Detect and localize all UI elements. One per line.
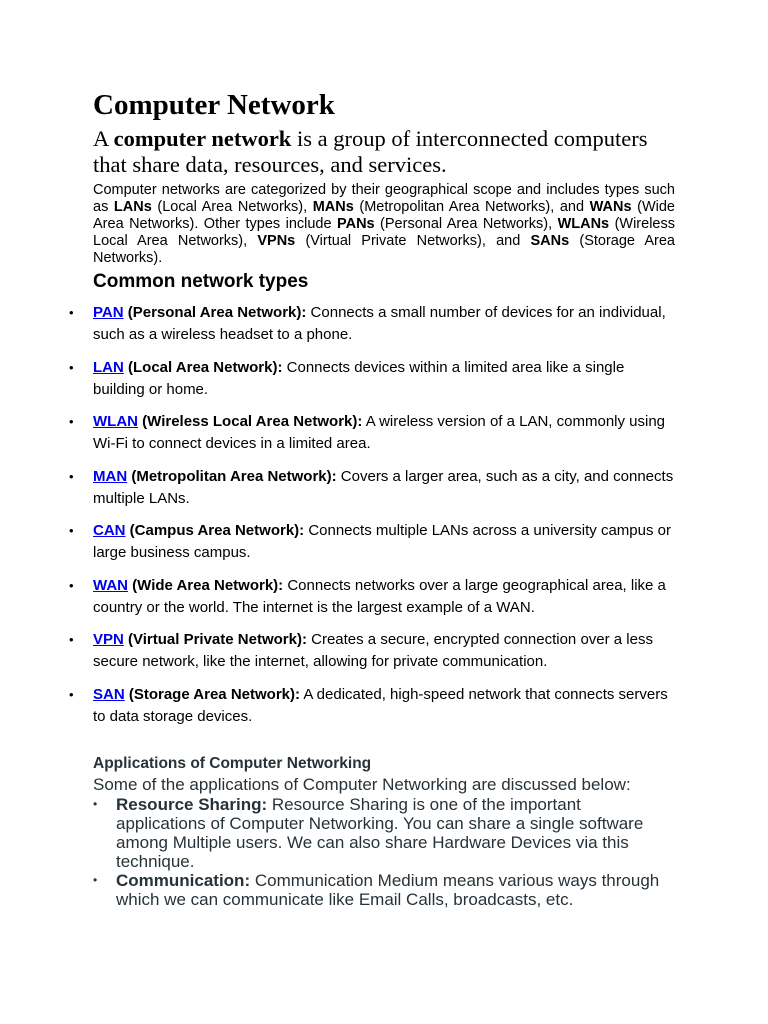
type-full-name: (Campus Area Network):	[125, 522, 305, 539]
bullet-icon: •	[69, 359, 74, 375]
list-item	[69, 575, 675, 619]
intro-text: (Wide Area Networks). Other types include	[93, 199, 675, 232]
list-item	[69, 520, 675, 564]
type-full-name: (Metropolitan Area Network):	[127, 467, 337, 485]
list-item	[93, 794, 675, 871]
intro-text: (Wireless Local Area Networks),	[93, 216, 675, 249]
application-label: Communication:	[116, 870, 251, 890]
bullet-icon: •	[69, 414, 74, 429]
intro-text: (Local Area Networks),	[151, 199, 313, 215]
list-item	[69, 302, 675, 346]
applications-heading: Applications of Computer Networking	[93, 754, 372, 772]
type-description: Creates a secure, encrypted connection over a less secure network, like the internet, allowing for private communication.	[93, 631, 653, 670]
lead-bold: computer network	[113, 126, 292, 151]
bullet-icon: •	[69, 632, 74, 647]
intro-term: PANs	[337, 216, 375, 232]
type-description: A wireless version of a LAN, commonly using Wi-Fi to connect devices in a limited area.	[93, 413, 666, 452]
list-item	[69, 357, 675, 401]
applications-list	[93, 795, 675, 909]
type-full-name: (Personal Area Network):	[123, 304, 307, 321]
applications-section	[93, 754, 675, 909]
bullet-icon: •	[93, 872, 98, 887]
type-full-name: (Wireless Local Area Network):	[138, 413, 363, 430]
list-item	[69, 684, 675, 728]
list-item	[69, 466, 675, 510]
intro-text: (Metropolitan Area Networks), and	[353, 199, 590, 215]
link-lan[interactable]: LAN	[93, 358, 124, 376]
type-full-name: (Virtual Private Network):	[123, 631, 307, 648]
bullet-icon: •	[69, 305, 74, 320]
intro-term: VPNs	[257, 233, 296, 249]
bullet-icon: •	[69, 686, 74, 702]
bullet-icon: •	[69, 577, 74, 593]
link-vpn[interactable]: VPN	[93, 631, 124, 648]
lead-pre: A	[93, 126, 114, 151]
type-description: A dedicated, high-speed network that connects servers to data storage devices.	[93, 685, 668, 725]
intro-term: WANs	[589, 199, 632, 215]
intro-term: MANs	[312, 199, 354, 215]
applications-intro: Some of the applications of Computer Networking are discussed below:	[93, 774, 631, 794]
type-full-name: (Local Area Network):	[123, 358, 283, 376]
application-label: Resource Sharing:	[116, 794, 268, 814]
bullet-icon: •	[69, 468, 74, 484]
link-can[interactable]: CAN	[93, 522, 126, 539]
intro-text: (Storage Area Networks).	[93, 233, 675, 266]
type-full-name: (Storage Area Network):	[124, 685, 300, 703]
link-man[interactable]: MAN	[93, 467, 128, 485]
type-description: Covers a larger area, such as a city, and connects multiple LANs.	[93, 467, 674, 507]
application-text: Resource Sharing is one of the important applications of Computer Networking. You can share a single software among Multiple users. We can also share Hardware Devices via this technique.	[116, 794, 644, 871]
bullet-icon: •	[69, 523, 74, 538]
network-types-list	[69, 302, 675, 728]
bullet-icon: •	[93, 796, 98, 811]
network-types-heading: Common network types	[93, 271, 309, 292]
link-wlan[interactable]: WLAN	[93, 413, 138, 430]
list-item	[69, 629, 675, 673]
type-description: Connects multiple LANs across a university campus or large business campus.	[93, 522, 671, 561]
page-title: Computer Network	[93, 89, 335, 121]
type-description: Connects a small number of devices for an individual, such as a wireless headset to a phone.	[93, 304, 666, 343]
list-item	[69, 411, 675, 455]
link-wan[interactable]: WAN	[93, 576, 128, 594]
intro-text: (Virtual Private Networks), and	[295, 233, 531, 249]
document-page	[69, 84, 675, 909]
intro-text: (Personal Area Networks),	[374, 216, 558, 232]
lead-paragraph	[93, 126, 675, 178]
lead-post: is a group of interconnected computers that share data, resources, and services.	[93, 126, 648, 177]
list-item	[93, 870, 675, 909]
link-pan[interactable]: PAN	[93, 304, 124, 321]
intro-term: LANs	[113, 199, 152, 215]
application-text: Communication Medium means various ways through which we can communicate like Email Calls, broadcasts, etc.	[116, 870, 660, 909]
intro-term: WLANs	[557, 216, 610, 232]
intro-term: SANs	[530, 233, 570, 249]
link-san[interactable]: SAN	[93, 685, 125, 703]
type-full-name: (Wide Area Network):	[128, 576, 284, 594]
type-description: Connects devices within a limited area like a single building or home.	[93, 358, 625, 398]
type-description: Connects networks over a large geographical area, like a country or the world. The internet is the largest example of a WAN.	[93, 576, 666, 616]
intro-paragraph	[93, 182, 675, 267]
intro-text: Computer networks are categorized by their geographical scope and includes types such as	[93, 182, 675, 215]
